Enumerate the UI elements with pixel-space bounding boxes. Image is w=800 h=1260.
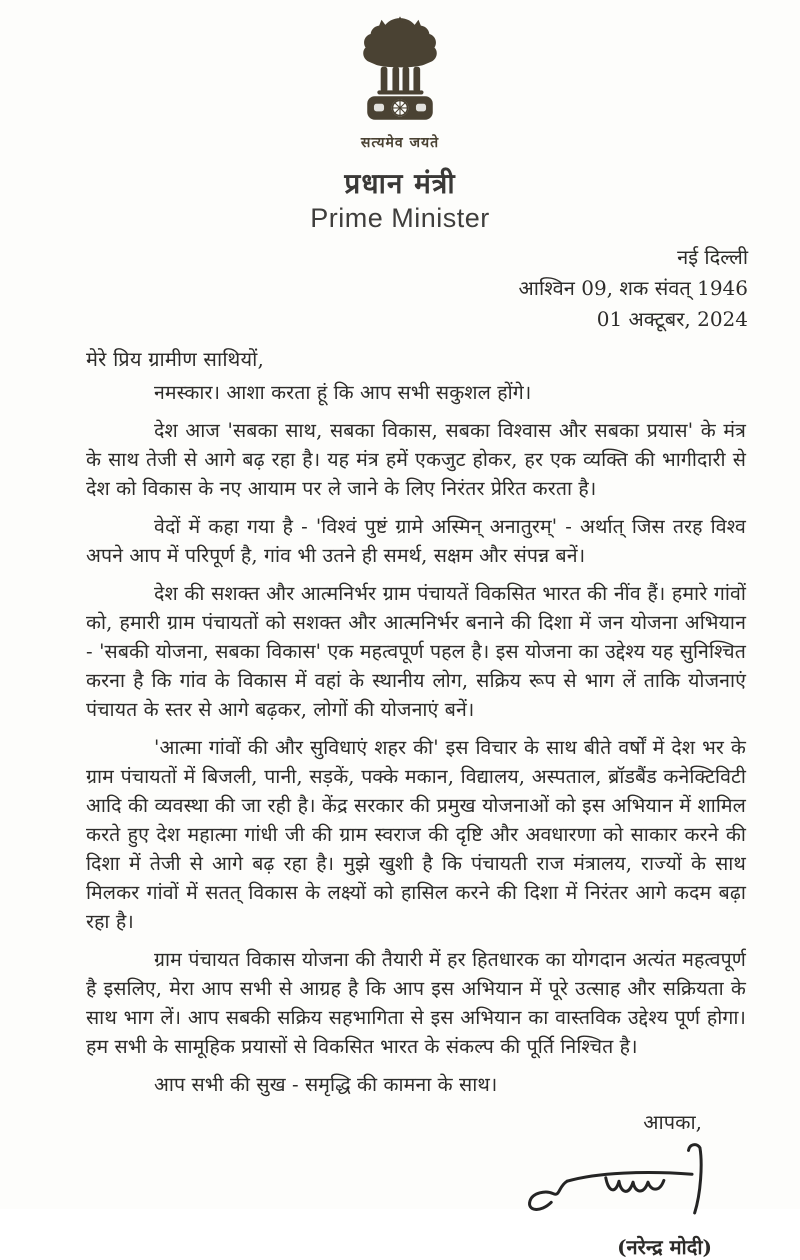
title-hindi: प्रधान मंत्री [344,167,456,200]
narendra-modi-signature-icon [515,1139,730,1227]
dateline [0,242,800,335]
emblem-motto: सत्यमेव जयते [360,135,440,151]
title-english: Prime Minister [310,203,490,233]
signatory-name: (नरेन्द्र मोदी) [617,1235,712,1259]
salutation: मेरे प्रिय ग्रामीण साथियों, [86,347,265,371]
paragraph-vedic-quote: वेदों में कहा गया है - 'विश्वं पुष्टं ग्रामे अस्मिन् अनातुरम्' - अर्थात् जिस तरह विश्व अपने आप में परिपूर्ण है, गांव भी उतने ही समर्थ, सक्षम और संपन्न बनें। [86,515,746,567]
valediction: आपका, [643,1110,702,1134]
paragraph-gram-panchayat: देश की सशक्त और आत्मनिर्भर ग्राम पंचायतें विकसित भारत की नींव हैं। हमारे गांवों को, हमारी ग्राम पंचायतों को सशक्त और आत्मनिर्भर बनाने की दिशा में जन योजना अभियान - 'सबकी योजना, सबका विकास' एक महत्वपूर्ण पहल है। इस योजना का उद्देश्य यह सुनिश्चित करना है कि गांव के विकास में वहां के स्थानीय लोग, सक्रिय रूप से भाग लें ताकि योजनाएं पंचायत के स्तर से आगे बढ़कर, लोगों की योजनाएं बनें। [86,582,746,721]
paragraph-well-wishes: आप सभी की सुख - समृद्धि की कामना के साथ। [154,1073,498,1096]
paragraph-greeting: नमस्कार। आशा करता हूं कि आप सभी सकुशल होंगे। [154,381,532,404]
letter-body [0,345,800,1099]
dateline-gregorian-date: 01 अक्टूबर, 2024 [596,307,748,331]
paragraph-participation-appeal: ग्राम पंचायत विकास योजना की तैयारी में हर हितधारक का योगदान अत्यंत महत्वपूर्ण है इसलिए, मेरा आप सभी से आग्रह है कि आप इस अभियान में पूरे उत्साह और सक्रियता के साथ भाग लें। आप सबकी सक्रिय सहभागिता से इस अभियान का वास्तविक उद्देश्य पूर्ण होगा। हम सभी के सामूहिक प्रयासों से विकसित भारत के संकल्प की पूर्ति निश्चित है। [86,948,746,1058]
national-emblem-icon [358,16,442,126]
dateline-place: नई दिल्ली [677,245,748,269]
letterhead [0,0,800,234]
paragraph-village-facilities: 'आत्मा गांवों की और सुविधाएं शहर की' इस विचार के साथ बीते वर्षों में देश भर के ग्राम पंचायतों में बिजली, पानी, सड़कें, पक्के मकान, विद्यालय, अस्पताल, ब्रॉडबैंड कनेक्टिविटी आदि की व्यवस्था की जा रही है। केंद्र सरकार की प्रमुख योजनाओं को इस अभियान में शामिल करते हुए देश महात्मा गांधी जी की ग्राम स्वराज की दृष्टि और अवधारणा को साकार करने की दिशा में तेजी से आगे बढ़ रहा है। मुझे खुशी है कि पंचायती राज मंत्रालय, राज्यों के साथ मिलकर गांवों में सतत् विकास के लक्ष्यों को हासिल करने की दिशा में निरंतर आगे कदम बढ़ा रहा है। [86,736,746,933]
paragraph-sabka-saath: देश आज 'सबका साथ, सबका विकास, सबका विश्वास और सबका प्रयास' के मंत्र के साथ तेजी से आगे बढ़ रहा है। यह मंत्र हमें एकजुट होकर, हर एक व्यक्ति की भागीदारी से देश को विकास के नए आयाम पर ले जाने के लिए निरंतर प्रेरित करता है। [86,419,746,500]
closing-block [0,1108,800,1260]
dateline-saka-date: आश्विन 09, शक संवत् 1946 [518,276,748,300]
